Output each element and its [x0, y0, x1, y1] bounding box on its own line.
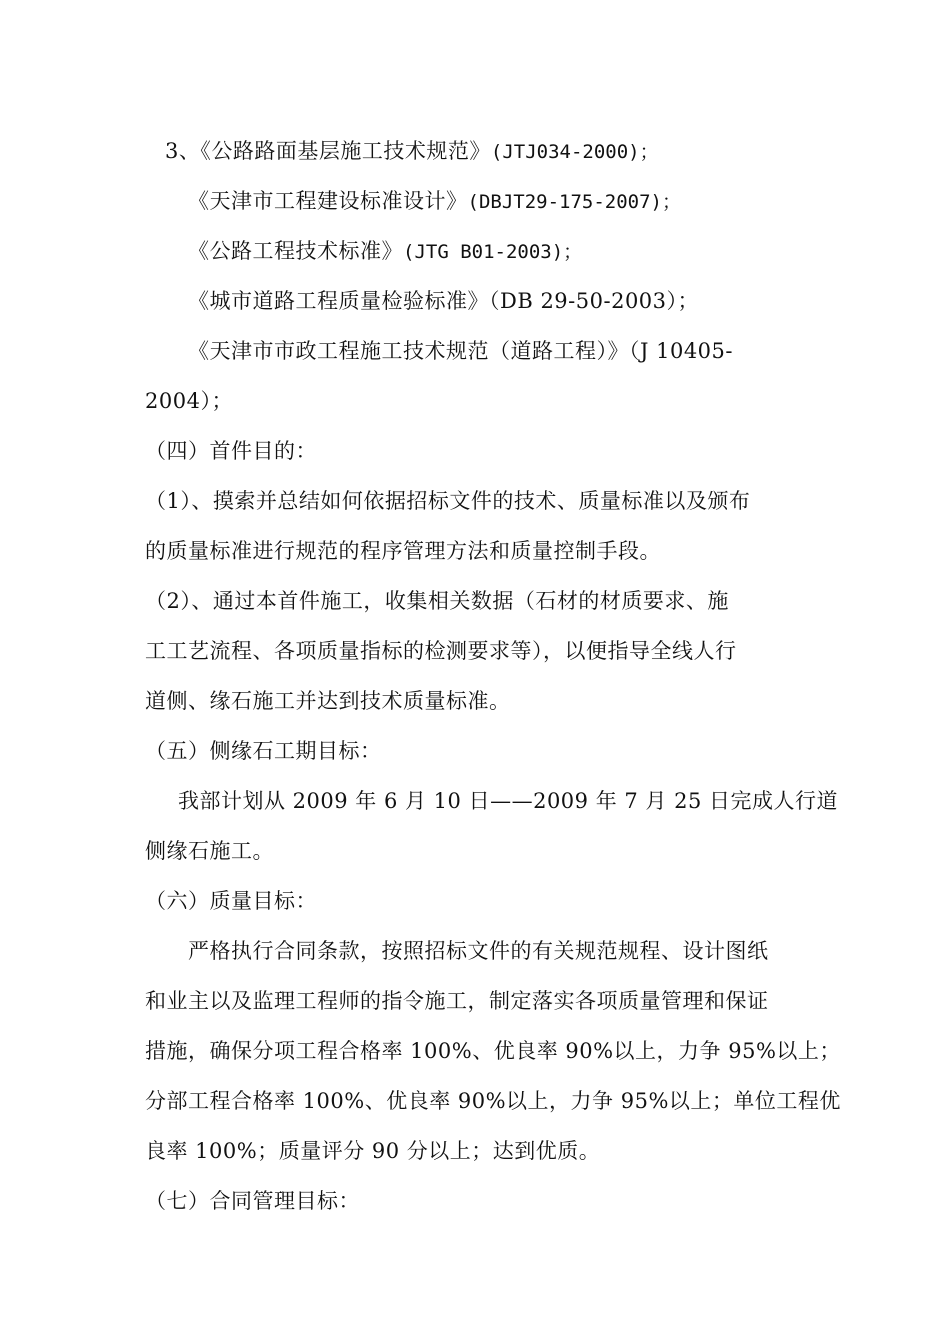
text-line: 严格执行合同条款，按照招标文件的有关规范规程、设计图纸	[188, 939, 769, 963]
section-heading: （五）侧缘石工期目标：	[145, 739, 382, 763]
text-segment: (JTG B01-2003)；	[403, 241, 583, 263]
text-line: 侧缘石施工。	[145, 839, 274, 863]
text-segment: 3、《公路路面基层施工技术规范》	[165, 139, 491, 163]
text-line: 我部计划从 2009 年 6 月 10 日——2009 年 7 月 25 日完成人行道	[178, 789, 838, 813]
text-line: 工工艺流程、各项质量指标的检测要求等），以便指导全线人行	[145, 639, 737, 663]
text-line	[188, 186, 681, 217]
text-line: 《城市道路工程质量检验标准》（DB 29-50-2003）；	[188, 289, 700, 313]
text-line	[188, 236, 582, 267]
text-line: 道侧、缘石施工并达到技术质量标准。	[145, 689, 511, 713]
text-line: 的质量标准进行规范的程序管理方法和质量控制手段。	[145, 539, 661, 563]
section-heading: （六）质量目标：	[145, 889, 317, 913]
text-line: 2004）；	[145, 389, 233, 413]
section-heading: （四）首件目的：	[145, 439, 317, 463]
text-line: 和业主以及监理工程师的指令施工，制定落实各项质量管理和保证	[145, 989, 769, 1013]
section-heading: （七）合同管理目标：	[145, 1189, 360, 1213]
text-line: 分部工程合格率 100%、优良率 90%以上，力争 95%以上；单位工程优	[145, 1089, 841, 1113]
text-line: 措施，确保分项工程合格率 100%、优良率 90%以上，力争 95%以上；	[145, 1039, 841, 1063]
text-segment: (JTJ034-2000)；	[490, 141, 659, 163]
text-line: 《天津市市政工程施工技术规范（道路工程）》（J 10405-	[188, 339, 733, 363]
text-line: （1）、摸索并总结如何依据招标文件的技术、质量标准以及颁布	[145, 489, 751, 513]
text-line: 良率 100%；质量评分 90 分以上；达到优质。	[145, 1139, 601, 1163]
text-line	[165, 136, 659, 167]
text-segment: 《公路工程技术标准》	[188, 239, 403, 263]
text-segment: (DBJT29-175-2007)；	[467, 191, 681, 213]
text-line: （2）、通过本首件施工，收集相关数据（石材的材质要求、施	[145, 589, 729, 613]
text-segment: 《天津市工程建设标准设计》	[188, 189, 468, 213]
